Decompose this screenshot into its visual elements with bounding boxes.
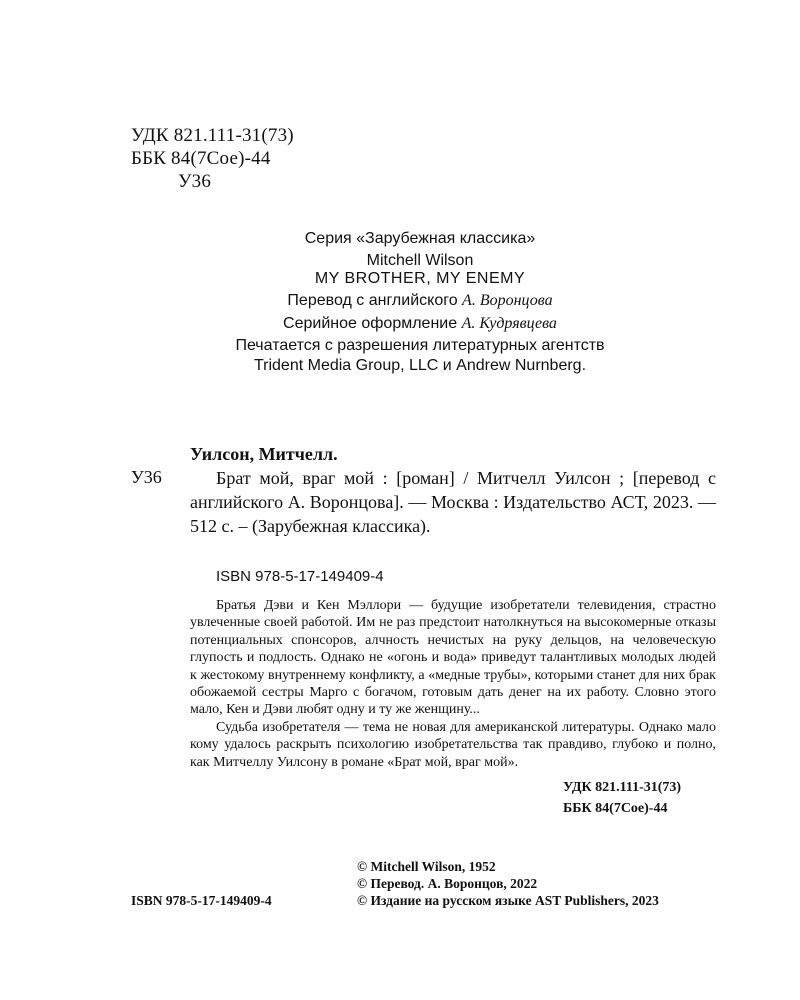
design-prefix: Серийное оформление <box>283 315 462 332</box>
bib-isbn: ISBN 978-5-17-149409-4 <box>216 568 384 585</box>
copyright-translation: © Перевод. А. Воронцов, 2022 <box>357 876 538 891</box>
isbn-bottom: ISBN 978-5-17-149409-4 <box>131 893 272 908</box>
copyright-edition: © Издание на русском языке AST Publishers, 2023 <box>357 893 659 908</box>
series-line: Серия «Зарубежная классика» <box>304 230 536 247</box>
copyright-author: © Mitchell Wilson, 1952 <box>357 859 496 874</box>
permission-line-2: Trident Media Group, LLC и Andrew Nurnberg. <box>253 357 587 374</box>
bib-description: Брат мой, враг мой : [роман] / Митчелл Уилсон ; [перевод с английского А. Воронцова]. — Москва : Издательство АСТ, 2023. — 512 с. – (Зарубежная классика). <box>190 468 716 536</box>
annotation <box>190 597 716 771</box>
translation-prefix: Перевод с английского <box>287 292 463 309</box>
udk-code-top: УДК 821.111-31(73) <box>131 125 294 146</box>
translation-credit <box>0 290 800 311</box>
permission-line-1: Печатается с разрешения литературных агентств <box>235 337 605 354</box>
design-credit <box>0 313 800 334</box>
original-author: Mitchell Wilson <box>366 252 474 269</box>
annotation-paragraph: Братья Дэви и Кен Мэллори — будущие изобретатели телевидения, страстно увлеченные своей работой. Им не раз предстоит натолкнуться на высокомерные отказы потенциальных спонсоров, алчность нечистых на руку дельцов, на человеческую глупость и подлость. Однако не «огонь и вода» приведут талантливых молодых людей к жестокому внутреннему конфликту, а «медные трубы», которыми станет для них брак обожаемой сестры Марго с богачом, готовым дать денег на их работу. Словно этого мало, Кен и Дэви любят одну и ту же женщину... <box>190 598 716 718</box>
original-title: MY BROTHER, MY ENEMY <box>314 270 526 287</box>
udk-code-bottom: УДК 821.111-31(73) <box>563 780 682 795</box>
bib-author-heading: Уилсон, Митчелл. <box>190 444 338 464</box>
bib-author-mark: У36 <box>131 467 162 487</box>
bbk-code-top: ББК 84(7Сое)-44 <box>131 148 271 169</box>
designer-name: А. Кудрявцева <box>461 315 557 332</box>
annotation-paragraph: Судьба изобретателя — тема не новая для американской литературы. Однако мало кому удалось раскрыть психологию изобретательства так правдиво, глубоко и полно, как Митчеллу Уилсону в романе «Брат мой, враг мой». <box>190 719 716 770</box>
author-mark-top: У36 <box>178 171 212 192</box>
bbk-code-bottom: ББК 84(7Сое)-44 <box>563 801 668 816</box>
translator-name: А. Воронцова <box>462 292 553 309</box>
